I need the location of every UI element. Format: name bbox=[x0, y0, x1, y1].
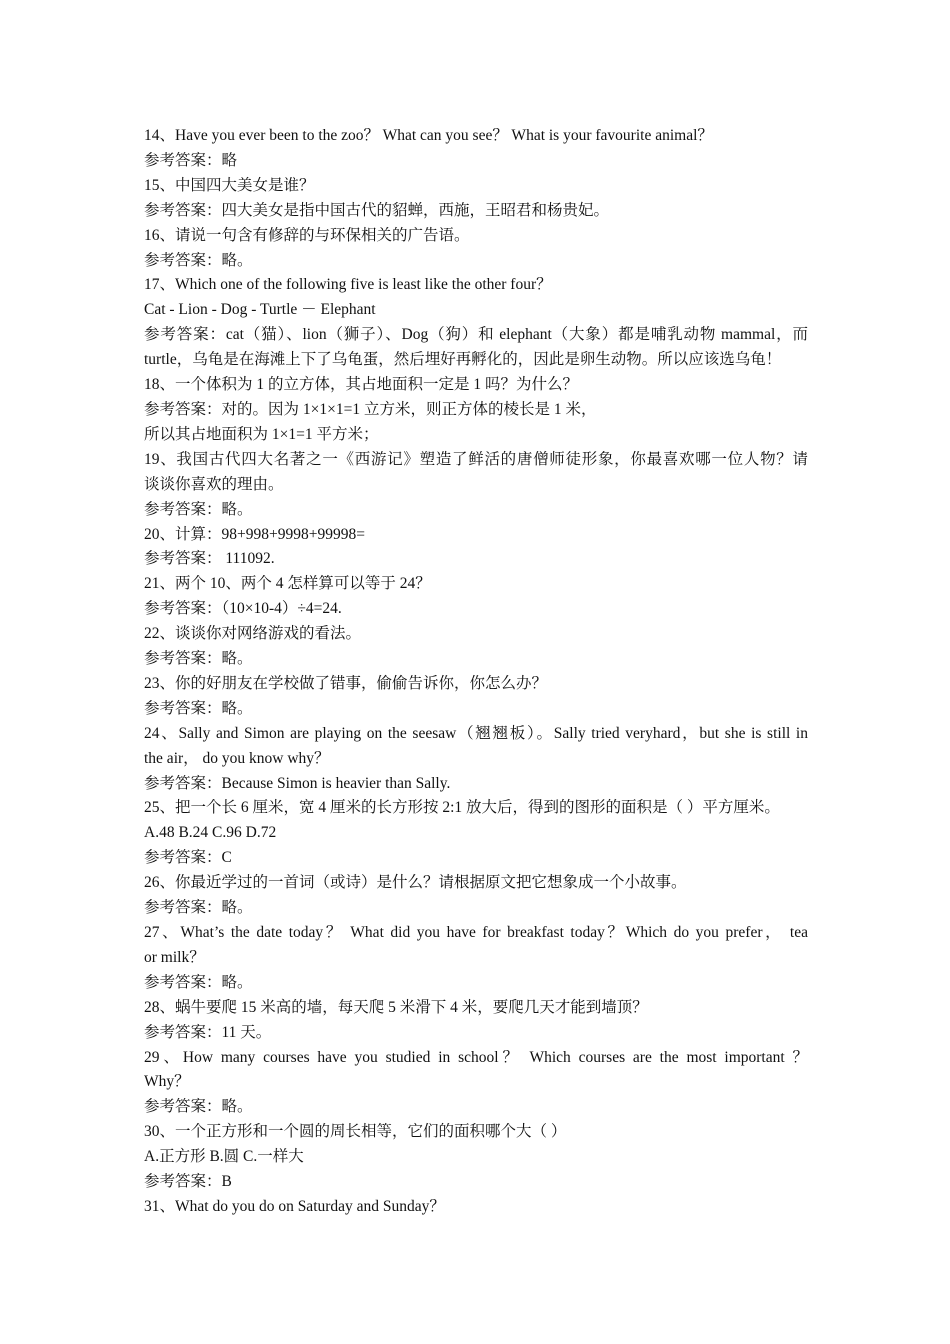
answer-16: 参考答案：略。 bbox=[144, 251, 253, 269]
question-17: 17、Which one of the following five is least like the other four？ bbox=[144, 276, 552, 294]
answer-25: 参考答案：C bbox=[144, 849, 232, 867]
question-29-line-1: 29、How many courses have you studied in school？ Which courses are the most important ？ bbox=[144, 1048, 808, 1066]
question-30: 30、一个正方形和一个圆的周长相等，它们的面积哪个大（ ） bbox=[144, 1123, 567, 1141]
question-21: 21、两个 10、两个 4 怎样算可以等于 24？ bbox=[144, 575, 431, 593]
answer-27: 参考答案：略。 bbox=[144, 973, 253, 991]
question-19-line-1: 19、我国古代四大名著之一《西游记》塑造了鲜活的唐僧师徒形象，你最喜欢哪一位人物？请 bbox=[144, 450, 808, 468]
answer-26: 参考答案：略。 bbox=[144, 899, 253, 917]
question-24-line-2: the air， do you know why？ bbox=[144, 749, 330, 767]
answer-15: 参考答案：四大美女是指中国古代的貂蝉，西施，王昭君和杨贵妃。 bbox=[144, 201, 610, 219]
question-31: 31、What do you do on Saturday and Sunday？ bbox=[144, 1197, 445, 1215]
question-29-line-2: Why？ bbox=[144, 1073, 190, 1091]
answer-17-line-2: turtle，乌龟是在海滩上下了乌龟蛋，然后埋好再孵化的，因此是卵生动物。所以应该选乌龟！ bbox=[144, 351, 782, 369]
question-14: 14、Have you ever been to the zoo？ What can you see？ What is your favourite animal？ bbox=[144, 127, 713, 144]
question-20: 20、计算：98+998+9998+99998= bbox=[144, 525, 365, 543]
question-28: 28、蜗牛要爬 15 米高的墙，每天爬 5 米滑下 4 米，要爬几天才能到墙顶？ bbox=[144, 998, 648, 1016]
question-25: 25、把一个长 6 厘米，宽 4 厘米的长方形按 2:1 放大后，得到的图形的面积是（ ）平方厘米。 bbox=[144, 799, 780, 817]
answer-23: 参考答案：略。 bbox=[144, 699, 253, 717]
answer-18-line-1: 参考答案：对的。因为 1×1×1=1 立方米，则正方体的棱长是 1 米， bbox=[144, 400, 597, 418]
question-17-options: Cat - Lion - Dog - Turtle － Elephant bbox=[144, 301, 376, 319]
answer-22: 参考答案：略。 bbox=[144, 650, 253, 668]
question-15: 15、中国四大美女是谁？ bbox=[144, 176, 315, 194]
question-19-line-2: 谈谈你喜欢的理由。 bbox=[144, 475, 284, 493]
answer-24: 参考答案：Because Simon is heavier than Sally. bbox=[144, 774, 451, 792]
question-23: 23、你的好朋友在学校做了错事，偷偷告诉你，你怎么办？ bbox=[144, 674, 548, 692]
question-22: 22、谈谈你对网络游戏的看法。 bbox=[144, 625, 362, 643]
question-18: 18、一个体积为 1 的立方体，其占地面积一定是 1 吗？为什么？ bbox=[144, 376, 579, 394]
question-27-line-1: 27、What’s the date today？ What did you have for breakfast today？Which do you prefer， tea bbox=[144, 924, 808, 941]
answer-20: 参考答案： 111092. bbox=[144, 550, 275, 568]
answer-19: 参考答案：略。 bbox=[144, 500, 253, 518]
question-24-line-1: 24、Sally and Simon are playing on the seesaw（翘翘板）。Sally tried veryhard，but she is still in bbox=[144, 724, 808, 742]
question-16: 16、请说一句含有修辞的与环保相关的广告语。 bbox=[144, 226, 470, 244]
answer-18-line-2: 所以其占地面积为 1×1=1 平方米； bbox=[144, 425, 379, 443]
question-27-line-2: or milk？ bbox=[144, 948, 205, 966]
answer-29: 参考答案：略。 bbox=[144, 1098, 253, 1116]
answer-17-line-1: 参考答案：cat（猫）、lion（狮子）、Dog（狗）和 elephant（大象）都是哺乳动物 mammal，而 bbox=[144, 326, 808, 344]
answer-14: 参考答案：略 bbox=[144, 151, 238, 169]
document-body bbox=[144, 124, 808, 1220]
answer-21: 参考答案：（10×10-4）÷4=24. bbox=[144, 600, 342, 618]
answer-28: 参考答案：11 天。 bbox=[144, 1023, 272, 1041]
question-26: 26、你最近学过的一首词（或诗）是什么？请根据原文把它想象成一个小故事。 bbox=[144, 874, 687, 892]
question-30-options: A.正方形 B.圆 C.一样大 bbox=[144, 1148, 304, 1166]
question-25-options: A.48 B.24 C.96 D.72 bbox=[144, 824, 277, 842]
answer-30: 参考答案：B bbox=[144, 1173, 232, 1191]
